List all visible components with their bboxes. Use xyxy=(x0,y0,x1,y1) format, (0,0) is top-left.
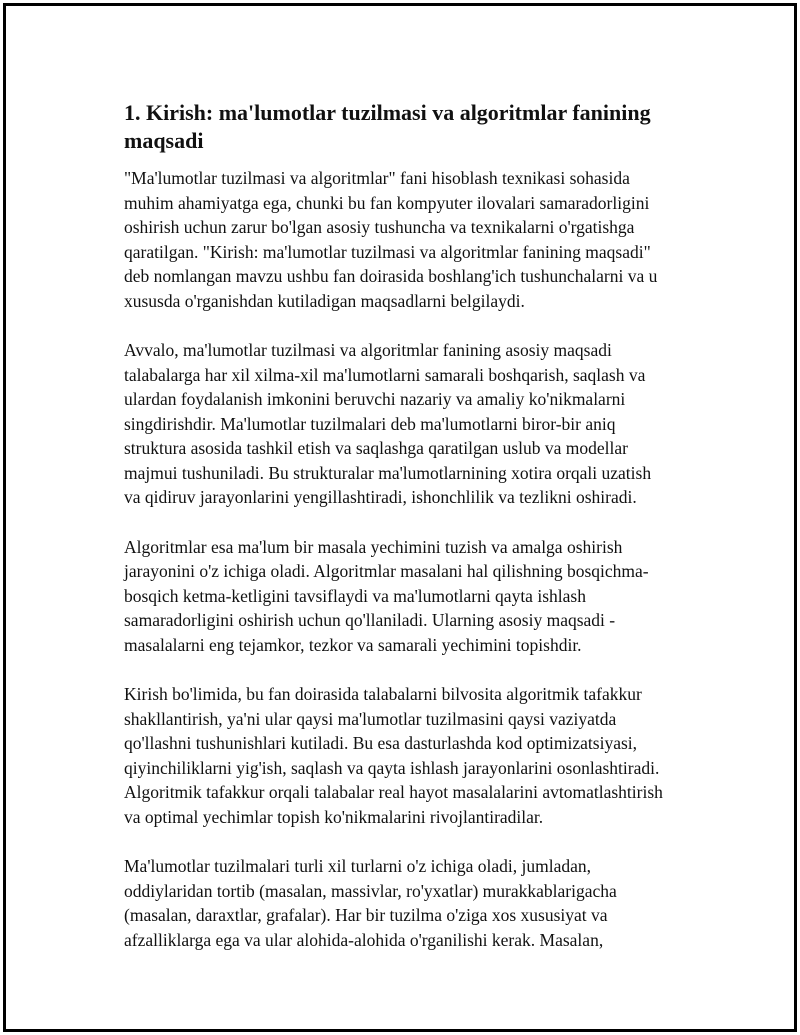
paragraph-5: Ma'lumotlar tuzilmalari turli xil turlarni o'z ichiga oladi, jumladan, oddiylaridan tortib (masalan, massivlar, ro'yxatlar) murakkablarigacha (masalan, daraxtlar, grafalar). Har bir tuzilma o'ziga xos xususiyat va afzalliklarga ega va ular alohida-alohida o'rganilishi kerak. Masalan, xyxy=(124,856,617,950)
paragraph-4: Kirish bo'limida, bu fan doirasida talabalarni bilvosita algoritmik tafakkur shakllantirish, ya'ni ular qaysi ma'lumotlar tuzilmasini qaysi vaziyatda qo'llashni tushunishlari kutiladi. Bu esa dasturlashda kod optimizatsiyasi, qiyinchiliklarni yig'ish, saqlash va qayta ishlash jarayonlarini osonlashtiradi. Algoritmik tafakkur orqali talabalar real hayot masalalarini avtomatlashtirish va optimal yechimlar topish ko'nikmalarini rivojlantiradilar. xyxy=(124,684,663,827)
paragraph-3: Algoritmlar esa ma'lum bir masala yechimini tuzish va amalga oshirish jarayonini o'z ichiga oladi. Algoritmlar masalani hal qilishning bosqichma- bosqich ketma-ketligini tavsiflaydi va ma'lumotlarni qayta ishlash samaradorligini oshirish uchun qo'llaniladi. Ularning asosiy maqsadi - masalalarni eng tejamkor, tezkor va samarali yechimini topishdir. xyxy=(124,536,649,655)
paragraph-2: Avvalo, ma'lumotlar tuzilmasi va algoritmlar fanining asosiy maqsadi talabalarga har xil xilma-xil ma'lumotlarni samarali boshqarish, saqlash va ulardan foydalanish imkonini beruvchi nazariy va amaliy ko'nikmalarni singdirishdir. Ma'lumotlar tuzilmalari deb ma'lumotlarni biror-bir aniq struktura asosida tashkil etish va saqlashga qaratilgan uslub va modellar majmui tushuniladi. Bu strukturalar ma'lumotlarnining xotira orqali uzatish va qidiruv jarayonlarini yengillashtiradi, ishonchlilik va tezlikni oshiradi. xyxy=(124,340,652,507)
document-body xyxy=(124,99,704,977)
page-frame xyxy=(3,3,797,1032)
paragraph-1: "Ma'lumotlar tuzilmasi va algoritmlar" fani hisoblash texnikasi sohasida muhim ahamiyatga ega, chunki bu fan kompyuter ilovalari samaradorligini oshirish uchun zarur bo'lgan asosiy tushuncha va texnikalarni o'rgatishga qaratilgan. "Kirish: ma'lumotlar tuzilmasi va algoritmlar fanining maqsadi" deb nomlangan mavzu ushbu fan doirasida boshlang'ich tushunchalarni va u xususda o'rganishdan kutiladigan maqsadlarni belgilaydi. xyxy=(124,168,658,311)
section-heading: 1. Kirish: ma'lumotlar tuzilmasi va algoritmlar fanining maqsadi xyxy=(124,100,651,153)
